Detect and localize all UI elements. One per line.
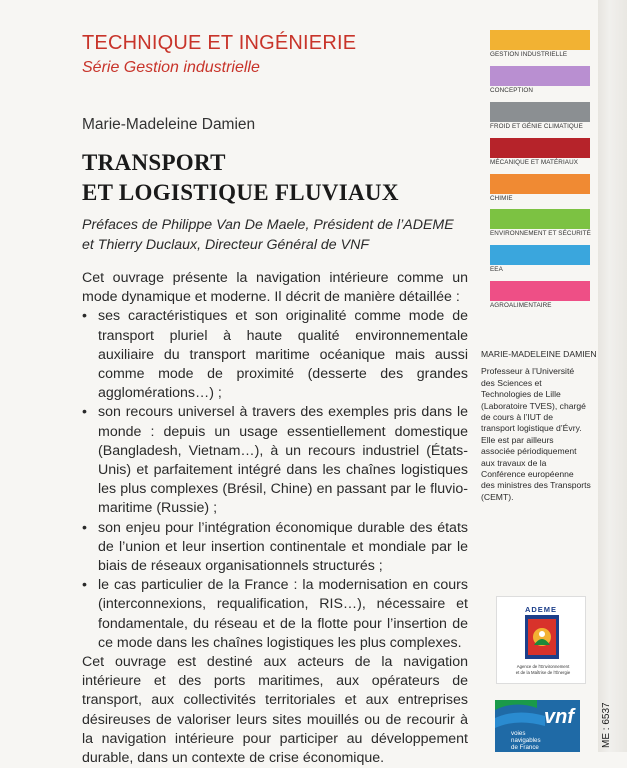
category-swatch (490, 281, 590, 301)
bullet-icon: • (82, 519, 87, 536)
book-title-line: ET LOGISTIQUE FLUVIAUX (82, 180, 399, 205)
summary (82, 269, 468, 768)
category-swatch (490, 30, 590, 50)
bio-line: (Laboratoire TVES), chargé (481, 400, 586, 411)
bullet-text: ses caractéristiques et son originalité comme mode de transport pluriel à haute qualité environnementale auxiliaire du transport maritime océanique mais aussi comme mode de proximité (desserte des grandes agglomérations…) ; (98, 308, 468, 402)
bullet-item (82, 576, 468, 653)
category-bar (490, 30, 590, 66)
category-bar (490, 174, 590, 210)
category-bars (490, 30, 590, 317)
author-bio (481, 349, 611, 503)
bio-text (481, 366, 611, 503)
ademe-emblem-icon (525, 615, 559, 659)
vnf-tagline (511, 730, 541, 751)
preface-line: et Thierry Duclaux, Directeur Général de VNF (82, 237, 370, 253)
bullet-item (82, 307, 468, 403)
ademe-logo (496, 596, 586, 684)
bio-line: associée périodiquement (481, 446, 577, 457)
summary-closing: Cet ouvrage est destiné aux acteurs de la navigation intérieure et des ports maritimes, aux opérateurs de transport, aux collectivités territoriales et aux entreprises désireuses de valoriser leurs sites mouillés ou de recourir à la navigation intérieure pour participer au développement durable, dans un contexte de crise économique. (82, 654, 468, 767)
bullet-text: le cas particulier de la France : la modernisation en cours (interconnexions, requalification, RIS…), nécessaire et fondamentale, du réseau et de la flotte pour l’insertion de ce mode dans les chaînes logistiques les plus complexes. (98, 577, 468, 651)
bullet-text: son recours universel à travers des exemples pris dans le monde : depuis un usage essentiellement domestique (Bangladesh, Vietnam…), à un recours industriel (États-Unis) et parfaitement intégré dans les chaînes logistiques les plus complexes (Brésil, Chine) en passant par le fluvio-maritime (Russie) ; (98, 404, 468, 517)
book-title (82, 148, 399, 208)
bio-line: Professeur à l’Université (481, 366, 575, 377)
category-bar (490, 66, 590, 102)
category-swatch (490, 174, 590, 194)
bullet-icon: • (82, 308, 87, 325)
category-bar (490, 209, 590, 245)
ademe-logo-word: ADEME (524, 605, 558, 614)
author-name: Marie-Madeleine Damien (82, 116, 256, 133)
category-bar (490, 102, 590, 138)
category-swatch (490, 245, 590, 265)
bullet-icon: • (82, 404, 87, 421)
summary-intro: Cet ouvrage présente la navigation intérieure comme un mode dynamique et moderne. Il décrit de manière détaillée : (82, 270, 468, 306)
vnf-tagline-line: voies (511, 730, 526, 737)
category-swatch (490, 66, 590, 86)
category-label: MÉCANIQUE ET MATÉRIAUX (490, 158, 579, 166)
isbn-code: ME : 6537 (601, 702, 612, 748)
category-swatch (490, 138, 590, 158)
category-label: CHIMIE (490, 194, 513, 202)
vnf-tagline-line: navigables (511, 737, 541, 744)
bio-line: des Sciences et (481, 377, 542, 388)
category-swatch (490, 102, 590, 122)
ademe-caption (501, 664, 585, 675)
category-bar (490, 138, 590, 174)
preface-line: Préfaces de Philippe Van De Maele, Président de l’ADEME (82, 217, 454, 233)
vnf-logo (495, 700, 580, 752)
summary-bullets (82, 307, 468, 653)
vnf-tagline-line: de France (511, 744, 539, 751)
category-swatch (490, 209, 590, 229)
bullet-item (82, 403, 468, 518)
category-label: AGROALIMENTAIRE (490, 302, 552, 310)
bullet-item (82, 519, 468, 577)
category-label: CONCEPTION (490, 86, 533, 94)
ademe-caption-line: Agence de l’Environnement (516, 664, 570, 669)
bio-line: Technologies de Lille (481, 389, 561, 400)
bio-line: (CEMT). (481, 491, 514, 502)
ademe-caption-line: et de la Maîtrise de l’Énergie (515, 669, 571, 675)
bio-line: aux travaux de la (481, 457, 547, 468)
bullet-icon: • (82, 577, 87, 594)
bio-line: des ministres des Transports (481, 480, 591, 491)
bio-line: Conférence européenne (481, 469, 574, 480)
category-label: FROID ET GÉNIE CLIMATIQUE (490, 122, 583, 130)
category-bar (490, 245, 590, 281)
category-bar (490, 281, 590, 317)
vnf-logo-word: vnf (544, 706, 574, 728)
book-title-line: TRANSPORT (82, 150, 226, 175)
bio-line: transport logistique d’Évry. (481, 423, 582, 434)
category-label: GESTION INDUSTRIELLE (490, 51, 568, 58)
bio-line: de cours à l’IUT de (481, 412, 553, 423)
category-label: EEA (490, 266, 503, 274)
bio-name: MARIE-MADELEINE DAMIEN (481, 349, 597, 359)
series-subtitle: Série Gestion industrielle (82, 59, 260, 76)
bio-line: Elle est par ailleurs (481, 434, 554, 445)
category-label: ENVIRONNEMENT ET SÉCURITÉ (490, 230, 591, 238)
prefaces (82, 215, 482, 255)
spine-edge (598, 0, 627, 752)
bullet-text: son enjeu pour l’intégration économique durable des états de l’union et leur insertion continentale et mondiale par le biais de réseaux organisationnels structurés ; (98, 519, 468, 575)
series-title: TECHNIQUE ET INGÉNIERIE (82, 32, 357, 54)
